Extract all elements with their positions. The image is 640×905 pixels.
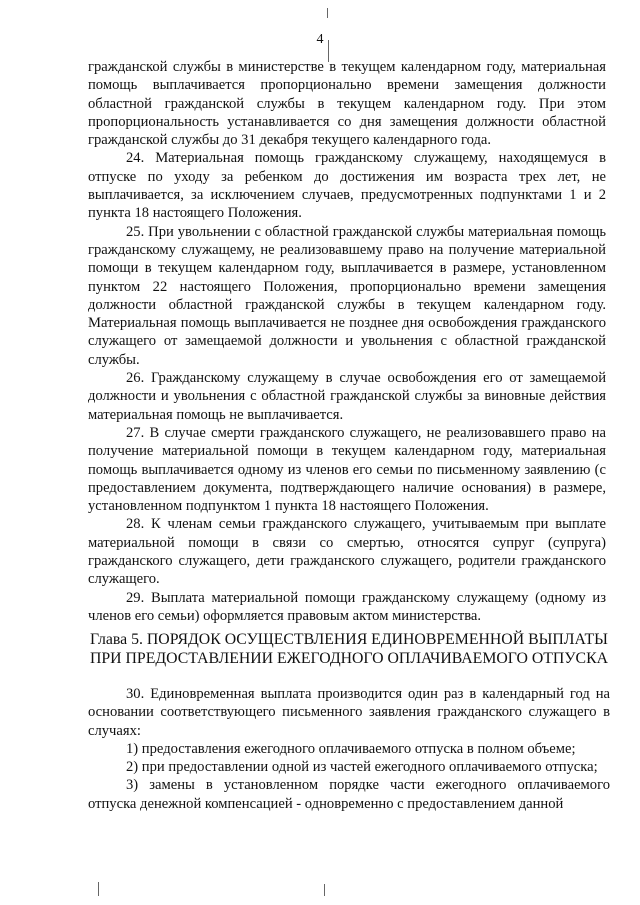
page-number: 4 xyxy=(316,32,324,47)
list-item: 2) при предоставлении одной из частей ежегодного оплачиваемого отпуска; xyxy=(126,759,598,776)
scan-mark xyxy=(98,882,99,896)
paragraph: 26. Гражданскому служащему в случае освобождения его от замещаемой должности и увольнения с областной гражданской службы за виновные действия материальная помощь не выплачивается. xyxy=(88,370,606,423)
chapter-heading-line: Глава 5. ПОРЯДОК ОСУЩЕСТВЛЕНИЯ ЕДИНОВРЕМЕННОЙ ВЫПЛАТЫ xyxy=(90,631,608,648)
scan-mark xyxy=(327,8,328,18)
paragraph: гражданской службы в министерстве в текущем календарном году, материальная помощь выплачивается пропорционально времени замещения должности областной гражданской службы в текущем календарном году. При этом пропорциональность устанавливается со дня замещения должности областной гражданской службы до 31 декабря текущего календарного года. xyxy=(88,59,606,149)
paragraph: 24. Материальная помощь гражданскому служащему, находящемуся в отпуске по уходу за ребенком до достижения им возраста трех лет, не выплачивается, за исключением случаев, предусмотренных подпунктами 1 и 2 пункта 18 настоящего Положения. xyxy=(88,150,606,222)
document-body xyxy=(88,58,606,625)
chapter-heading xyxy=(88,630,610,668)
paragraph: 29. Выплата материальной помощи гражданскому служащему (одному из членов его семьи) оформляется правовым актом министерства. xyxy=(88,589,606,624)
scan-mark xyxy=(324,884,325,896)
list-item: 1) предоставления ежегодного оплачиваемого отпуска в полном объеме; xyxy=(126,740,576,757)
paragraph: 28. К членам семьи гражданского служащего, учитываемым при выплате материальной помощи в связи со смертью, относятся супруг (супруга) гражданского служащего, дети гражданского служащего, родители гражданского служащего. xyxy=(88,516,606,588)
chapter-heading-line: ПРИ ПРЕДОСТАВЛЕНИИ ЕЖЕГОДНОГО ОПЛАЧИВАЕМОГО ОТПУСКА xyxy=(89,650,609,667)
list-item: 3) замены в установленном порядке части ежегодного оплачиваемого отпуска денежной компенсацией - одновременно с предоставлением данной xyxy=(88,777,610,812)
paragraph: 30. Единовременная выплата производится один раз в календарный год на основании соответствующего письменного заявления гражданского служащего в случаях: xyxy=(88,686,610,739)
paragraph: 27. В случае смерти гражданского служащего, не реализовавшего право на получение материальной помощи в текущем календарном году, материальная помощь выплачивается одному из членов его семьи по письменному заявлению (с предоставлением документа, подтверждающего наличие основания) в размере, установленном подпунктом 1 пункта 18 настоящего Положения. xyxy=(88,424,606,515)
paragraph: 25. При увольнении с областной гражданской службы материальная помощь гражданскому служащему, не реализовавшему право на получение материальной помощи в текущем календарном году, выплачивается в размере, установленном пунктом 22 настоящего Положения, пропорционально времени замещения должности областной гражданской службы в текущем календарном году. Материальная помощь выплачивается не позднее дня освобождения гражданского служащего от замещаемой должности и увольнения с областной гражданской службы. xyxy=(88,223,606,368)
chapter-body xyxy=(88,685,610,813)
